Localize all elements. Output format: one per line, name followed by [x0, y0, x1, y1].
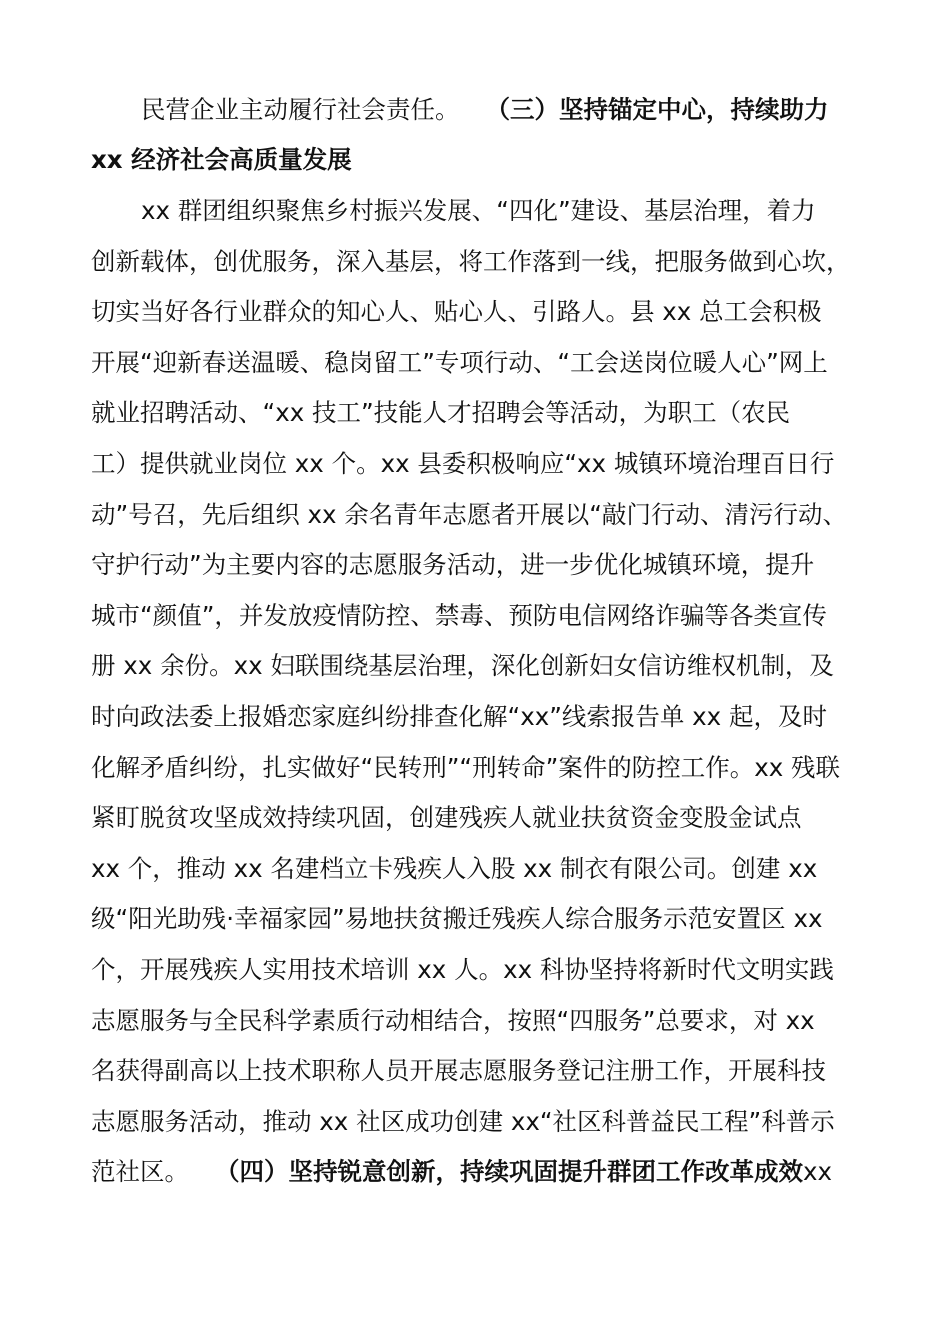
paragraph-line: xx 群团组织聚焦乡村振兴发展、“四化”建设、基层治理，着力 [141, 196, 816, 225]
paragraph-line: 守护行动”为主要内容的志愿服务活动，进一步优化城镇环境，提升 [91, 550, 815, 579]
paragraph-line: 级“阳光助残·幸福家园”易地扶贫搬迁残疾人综合服务示范安置区 xx [91, 904, 823, 933]
body-text: 民营企业主动履行社会责任。 [141, 95, 460, 124]
section-heading-4: （四）坚持锐意创新，持续巩固提升群团工作改革成效 [215, 1157, 803, 1186]
paragraph-line: 册 xx 余份。xx 妇联围绕基层治理，深化创新妇女信访维权机制，及 [91, 651, 834, 680]
paragraph-line: 动”号召，先后组织 xx 余名青年志愿者开展以“敲门行动、清污行动、 [91, 500, 847, 529]
paragraph-line: 志愿服务活动，推动 xx 社区成功创建 xx“社区科普益民工程”科普示 [91, 1107, 835, 1136]
paragraph-line: 开展“迎新春送温暖、稳岗留工”专项行动、“工会送岗位暖人心”网上 [91, 348, 828, 377]
paragraph-line: 工）提供就业岗位 xx 个。xx 县委积极响应“xx 城镇环境治理百日行 [91, 449, 835, 478]
paragraph-line [141, 84, 881, 135]
paragraph-line: 个，开展残疾人实用技术培训 xx 人。xx 科协坚持将新时代文明实践 [91, 955, 834, 984]
paragraph-line: 时向政法委上报婚恋家庭纠纷排查化解“xx”线索报告单 xx 起，及时 [91, 702, 827, 731]
paragraph-line: 化解矛盾纠纷，扎实做好“民转刑”“刑转命”案件的防控工作。xx 残联 [91, 753, 841, 782]
body-text: xx [803, 1157, 832, 1186]
section-heading-3: （三）坚持锚定中心，持续助力 [485, 95, 829, 124]
paragraph-line: 紧盯脱贫攻坚成效持续巩固，创建残疾人就业扶贫资金变股金试点 [91, 803, 802, 832]
paragraph-line: 名获得副高以上技术职称人员开展志愿服务登记注册工作，开展科技 [91, 1056, 826, 1085]
paragraph-line: 志愿服务与全民科学素质行动相结合，按照“四服务”总要求，对 xx [91, 1006, 815, 1035]
paragraph-line [91, 1146, 881, 1197]
paragraph-line: 切实当好各行业群众的知心人、贴心人、引路人。县 xx 总工会积极 [91, 297, 822, 326]
paragraph-line: 城市“颜值”，并发放疫情防控、禁毒、预防电信网络诈骗等各类宣传 [91, 601, 827, 630]
body-text: 范社区。 [91, 1157, 189, 1186]
paragraph-line: 创新载体，创优服务，深入基层，将工作落到一线，把服务做到心坎， [91, 247, 851, 276]
section-heading-3-continuation: xx 经济社会高质量发展 [91, 145, 352, 174]
paragraph-line: xx 个，推动 xx 名建档立卡残疾人入股 xx 制衣有限公司。创建 xx [91, 854, 818, 883]
paragraph-line: 就业招聘活动、“xx 技工”技能人才招聘会等活动，为职工（农民 [91, 398, 791, 427]
